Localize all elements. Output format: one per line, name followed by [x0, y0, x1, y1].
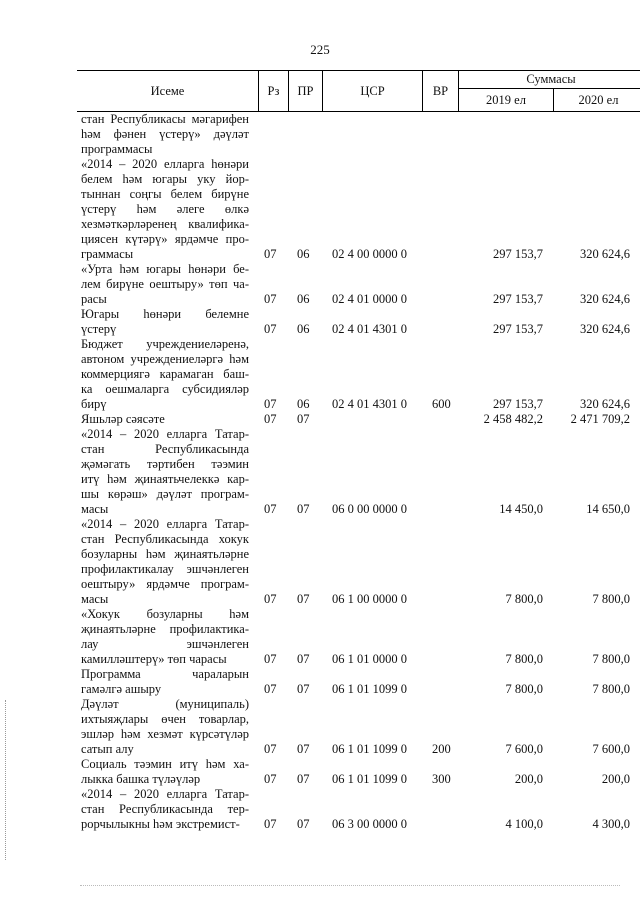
table-row	[0, 112, 640, 157]
row-name-line: «2014 – 2020 елларга Татар-	[81, 517, 249, 531]
row-sum-2019: 2 458 482,2	[483, 412, 543, 426]
page-number: 225	[310, 42, 330, 57]
row-name-line: «2014 – 2020 елларга Татар-	[81, 427, 249, 441]
row-sum-2020: 14 650,0	[586, 502, 630, 516]
row-name	[81, 337, 249, 412]
row-csr: 06 1 00 0000 0	[332, 592, 407, 606]
row-name-line: җинаятьләрне профилактика-	[81, 622, 249, 636]
table-row	[0, 607, 640, 667]
col-sums-header: Суммасы	[458, 71, 640, 89]
row-rz: 07	[264, 502, 277, 516]
row-name-line: Дәүләт (муниципаль)	[81, 697, 249, 711]
row-name-line: ихтыяҗлары өчен товарлар,	[81, 712, 249, 726]
row-name-line: һәм фәнен үстерү» дәүләт	[81, 127, 249, 141]
row-name-line: «Хокук бозуларны һәм	[81, 607, 249, 621]
col-name-header: Исеме	[150, 83, 185, 98]
row-vr: 600	[432, 397, 451, 411]
row-rz: 07	[264, 322, 277, 336]
row-name-line: «2014 – 2020 елларга Татар-	[81, 787, 249, 801]
table-header	[77, 70, 640, 112]
row-csr: 02 4 01 0000 0	[332, 292, 407, 306]
bottom-dots	[80, 885, 620, 887]
row-csr: 06 0 00 0000 0	[332, 502, 407, 516]
row-name-line: үстерү	[81, 322, 117, 336]
row-name-line: Бюджет учреждениеләренә,	[81, 337, 249, 351]
row-sum-2020: 200,0	[601, 772, 630, 786]
row-vr: 200	[432, 742, 451, 756]
row-name-line: итү һәм җинаятьчелеккә кар-	[81, 472, 249, 486]
row-sum-2020: 320 624,6	[580, 322, 630, 336]
row-name-line: стан Республикасы мәгарифен	[81, 112, 249, 126]
row-name	[81, 667, 249, 697]
row-csr: 06 1 01 0000 0	[332, 652, 407, 666]
col-rz-header: Рз	[258, 71, 288, 111]
row-pr: 07	[297, 592, 310, 606]
row-sum-2019: 297 153,7	[493, 397, 543, 411]
row-sum-2019: 4 100,0	[505, 817, 543, 831]
row-pr: 07	[297, 682, 310, 696]
row-rz: 07	[264, 652, 277, 666]
row-rz: 07	[264, 412, 277, 426]
row-sum-2019: 297 153,7	[493, 322, 543, 336]
row-name-line: рорчылыкны һәм экстремист-	[81, 817, 240, 831]
table-row	[0, 697, 640, 757]
table-row	[0, 337, 640, 412]
table-row	[0, 667, 640, 697]
row-pr: 07	[297, 412, 310, 426]
row-csr: 06 1 01 1099 0	[332, 742, 407, 756]
row-csr: 06 3 00 0000 0	[332, 817, 407, 831]
row-name-line: оештыру» ярдәмче програм-	[81, 577, 249, 591]
row-name-line: белем һәм югары уку йор-	[81, 172, 249, 186]
row-pr: 07	[297, 652, 310, 666]
row-sum-2020: 320 624,6	[580, 292, 630, 306]
row-name-line: үстерү һәм әлеге өлкә	[81, 202, 249, 216]
row-sum-2020: 7 800,0	[592, 652, 630, 666]
row-name-line: коммерциягә карамаган баш-	[81, 367, 249, 381]
margin-dots	[5, 700, 8, 860]
row-name-line: камилләштерү» төп чарасы	[81, 652, 227, 666]
row-pr: 06	[297, 322, 310, 336]
table-row	[0, 757, 640, 787]
row-name-line: автоном учреждениеләргә һәм	[81, 352, 249, 366]
row-rz: 07	[264, 292, 277, 306]
row-pr: 07	[297, 742, 310, 756]
row-name-line: стан Республикасында тер-	[81, 802, 249, 816]
row-name-line: лау эшчәнлеген	[81, 637, 249, 651]
row-sum-2020: 7 600,0	[592, 742, 630, 756]
row-name-line: җәмәгать тәртибен тәэмин	[81, 457, 249, 471]
row-rz: 07	[264, 397, 277, 411]
row-rz: 07	[264, 817, 277, 831]
row-vr: 300	[432, 772, 451, 786]
table-row	[0, 787, 640, 832]
row-name-line: профилактикалау эшчәнлеген	[81, 562, 249, 576]
row-csr: 02 4 01 4301 0	[332, 397, 407, 411]
row-sum-2020: 320 624,6	[580, 397, 630, 411]
row-name-line: Социаль тәэмин итү һәм ха-	[81, 757, 249, 771]
table-row	[0, 262, 640, 307]
table-row	[0, 307, 640, 337]
col-2020-header: 2020 ел	[553, 89, 640, 111]
row-name	[81, 757, 249, 787]
row-sum-2020: 4 300,0	[592, 817, 630, 831]
row-rz: 07	[264, 772, 277, 786]
row-name-line: бирү	[81, 397, 107, 411]
row-rz: 07	[264, 682, 277, 696]
row-name-line: лем бирүне оештыру» төп ча-	[81, 277, 249, 291]
row-name	[81, 412, 249, 427]
col-vr-header: ВР	[422, 71, 458, 111]
col-pr-header: ПР	[288, 71, 322, 111]
row-sum-2019: 7 600,0	[505, 742, 543, 756]
row-pr: 06	[297, 247, 310, 261]
row-name-line: Югары һөнәри белемне	[81, 307, 249, 321]
row-name-line: расы	[81, 292, 107, 306]
row-sum-2019: 7 800,0	[505, 592, 543, 606]
row-csr: 02 4 01 4301 0	[332, 322, 407, 336]
row-name-line: Программа чараларын	[81, 667, 249, 681]
row-name-line: тыннан соңгы белем бирүне	[81, 187, 249, 201]
row-name-line: ка оешмаларга субсидияләр	[81, 382, 249, 396]
table-row	[0, 412, 640, 427]
row-sum-2019: 7 800,0	[505, 652, 543, 666]
row-csr: 06 1 01 1099 0	[332, 682, 407, 696]
row-name	[81, 697, 249, 757]
row-name-line: гамәлгә ашыру	[81, 682, 162, 696]
row-sum-2020: 7 800,0	[592, 592, 630, 606]
row-name-line: хезмәткәрләренең квалифика-	[81, 217, 249, 231]
row-name-line: масы	[81, 502, 109, 516]
row-csr: 02 4 00 0000 0	[332, 247, 407, 261]
row-rz: 07	[264, 742, 277, 756]
row-name	[81, 157, 249, 262]
table-row	[0, 427, 640, 517]
row-name-line: бозуларны һәм җинаятьләрне	[81, 547, 249, 561]
row-name-line: масы	[81, 592, 109, 606]
row-name	[81, 307, 249, 337]
row-name-line: программасы	[81, 142, 153, 156]
table-row	[0, 517, 640, 607]
row-rz: 07	[264, 247, 277, 261]
row-name	[81, 427, 249, 517]
row-sum-2020: 320 624,6	[580, 247, 630, 261]
row-rz: 07	[264, 592, 277, 606]
row-sum-2020: 7 800,0	[592, 682, 630, 696]
col-csr-header: ЦСР	[322, 71, 422, 111]
row-sum-2019: 297 153,7	[493, 292, 543, 306]
col-2019-header: 2019 ел	[458, 89, 553, 111]
row-sum-2019: 297 153,7	[493, 247, 543, 261]
row-pr: 06	[297, 292, 310, 306]
row-pr: 06	[297, 397, 310, 411]
row-name-line: «2014 – 2020 елларга һөнәри	[81, 157, 249, 171]
row-sum-2019: 7 800,0	[505, 682, 543, 696]
row-name-line: «Урта һәм югары һөнәри бе-	[81, 262, 249, 276]
row-name-line: граммасы	[81, 247, 134, 261]
row-name-line: стан Республикасында хокук	[81, 532, 249, 546]
row-name-line: шы көрәш» дәүләт програм-	[81, 487, 249, 501]
row-sum-2019: 200,0	[514, 772, 543, 786]
row-name-line: эшләр һәм хезмәт күрсәтүләр	[81, 727, 249, 741]
table-row	[0, 157, 640, 262]
row-name-line: стан Республикасында	[81, 442, 249, 456]
row-pr: 07	[297, 772, 310, 786]
row-sum-2019: 14 450,0	[499, 502, 543, 516]
row-csr: 06 1 01 1099 0	[332, 772, 407, 786]
row-name	[81, 517, 249, 607]
row-name-line: лыкка башка түләүләр	[81, 772, 201, 786]
row-sum-2020: 2 471 709,2	[570, 412, 630, 426]
row-pr: 07	[297, 502, 310, 516]
row-name-line: циясен күтәрү» ярдәмче про-	[81, 232, 249, 246]
row-pr: 07	[297, 817, 310, 831]
row-name-line: Яшьләр сәясәте	[81, 412, 165, 426]
row-name	[81, 607, 249, 667]
row-name-line: сатып алу	[81, 742, 134, 756]
row-name	[81, 787, 249, 832]
row-name	[81, 262, 249, 307]
row-name	[81, 112, 249, 157]
